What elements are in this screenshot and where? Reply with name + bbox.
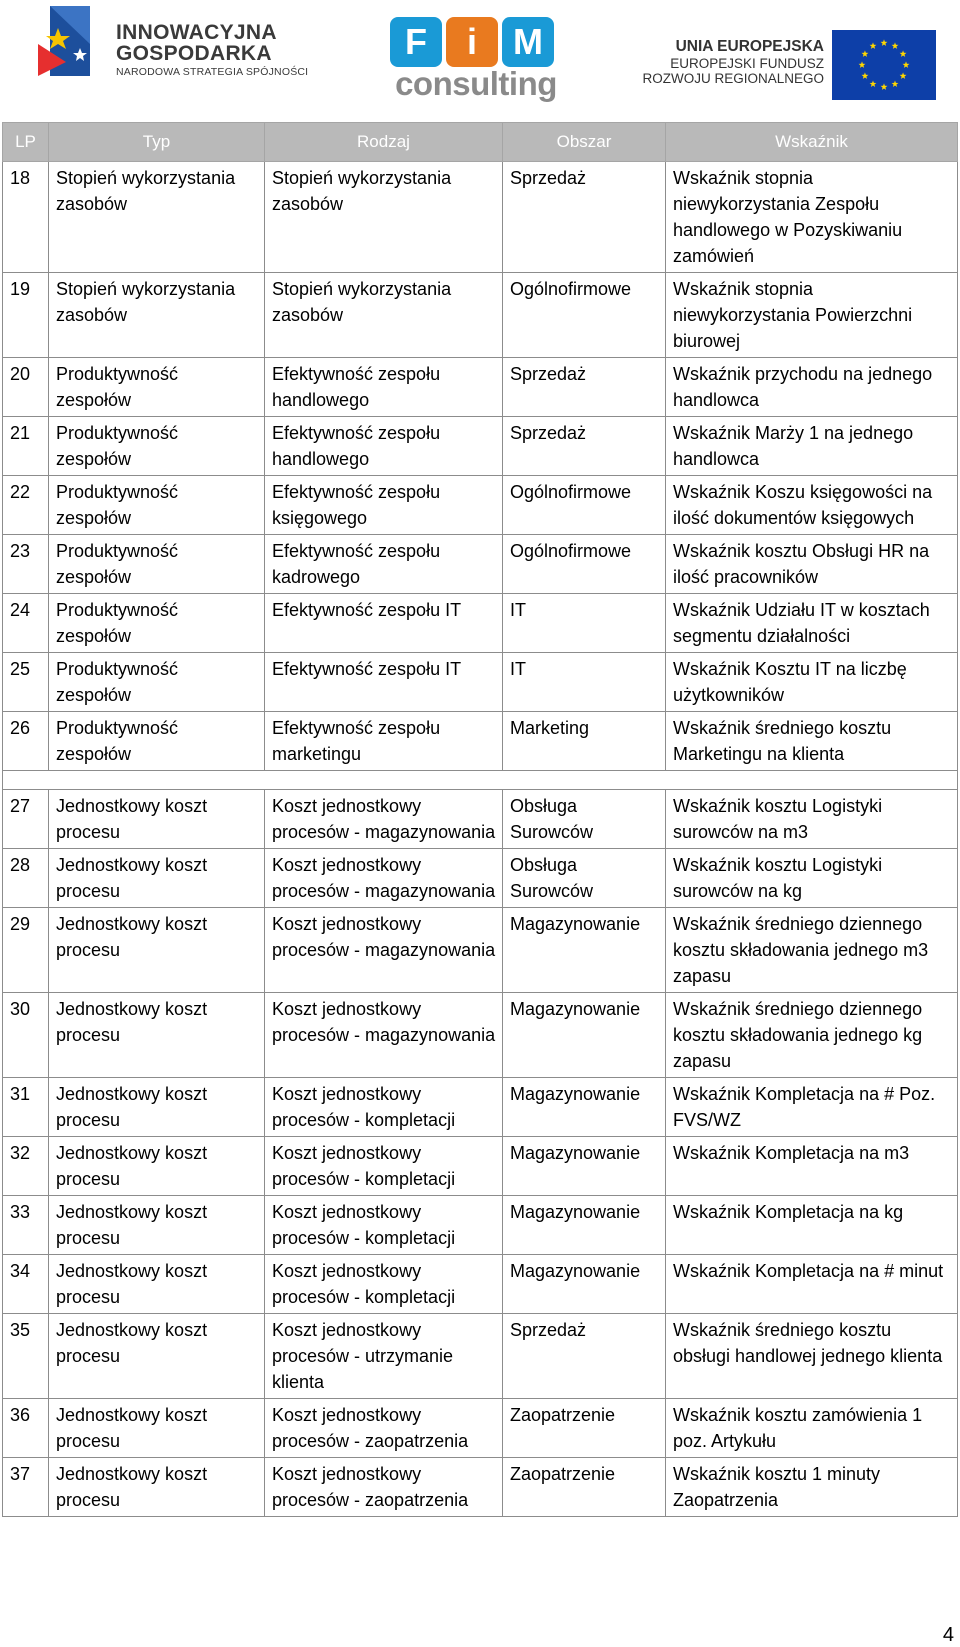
cell-rodzaj: Koszt jednostkowy procesów - utrzymanie klienta: [265, 1314, 503, 1399]
table-row: [3, 1196, 958, 1255]
cell-rodzaj: Efektywność zespołu księgowego: [265, 476, 503, 535]
cell-obszar: Ogólnofirmowe: [503, 535, 666, 594]
cell-obszar: Obsługa Surowców: [503, 790, 666, 849]
cell-lp: 21: [3, 417, 49, 476]
cell-lp: 37: [3, 1458, 49, 1517]
logo-left-line2: GOSPODARKA: [116, 42, 272, 65]
column-header-lp: LP: [3, 123, 49, 162]
cell-typ: Produktywność zespołów: [49, 712, 265, 771]
cell-typ: Jednostkowy koszt procesu: [49, 1078, 265, 1137]
table-row: [3, 535, 958, 594]
cell-typ: Produktywność zespołów: [49, 653, 265, 712]
cell-wskaznik: Wskaźnik kosztu Logistyki surowców na kg: [666, 849, 958, 908]
table-row: [3, 1458, 958, 1517]
table-row: [3, 162, 958, 273]
cell-lp: 19: [3, 273, 49, 358]
table-row: [3, 1078, 958, 1137]
cell-lp: 27: [3, 790, 49, 849]
table-gap-row: [3, 771, 958, 790]
table-row: [3, 908, 958, 993]
cell-rodzaj: Efektywność zespołu marketingu: [265, 712, 503, 771]
logo-right-line2: EUROPEJSKI FUNDUSZ: [670, 55, 824, 71]
cell-wskaznik: Wskaźnik kosztu zamówienia 1 poz. Artykułu: [666, 1399, 958, 1458]
cell-wskaznik: Wskaźnik średniego dziennego kosztu składowania jednego m3 zapasu: [666, 908, 958, 993]
cell-lp: 24: [3, 594, 49, 653]
table-row: [3, 358, 958, 417]
cell-typ: Produktywność zespołów: [49, 476, 265, 535]
cell-typ: Jednostkowy koszt procesu: [49, 1137, 265, 1196]
cell-lp: 18: [3, 162, 49, 273]
cell-lp: 29: [3, 908, 49, 993]
eu-star-icon: [892, 80, 899, 87]
table-row: [3, 993, 958, 1078]
cell-obszar: Zaopatrzenie: [503, 1399, 666, 1458]
cell-wskaznik: Wskaźnik Kompletacja na m3: [666, 1137, 958, 1196]
cell-lp: 26: [3, 712, 49, 771]
table-row: [3, 594, 958, 653]
cell-lp: 23: [3, 535, 49, 594]
cell-rodzaj: Koszt jednostkowy procesów - magazynowania: [265, 993, 503, 1078]
cell-obszar: IT: [503, 653, 666, 712]
eu-star-icon: [859, 61, 866, 68]
cell-lp: 31: [3, 1078, 49, 1137]
table-body-section-b: [3, 790, 958, 1517]
table-row: [3, 1399, 958, 1458]
cell-obszar: Zaopatrzenie: [503, 1458, 666, 1517]
cell-rodzaj: Stopień wykorzystania zasobów: [265, 162, 503, 273]
cell-typ: Produktywność zespołów: [49, 594, 265, 653]
cell-obszar: Ogólnofirmowe: [503, 273, 666, 358]
cell-lp: 35: [3, 1314, 49, 1399]
cell-rodzaj: Koszt jednostkowy procesów - kompletacji: [265, 1196, 503, 1255]
cell-typ: Jednostkowy koszt procesu: [49, 1314, 265, 1399]
eu-star-icon: [862, 50, 869, 57]
innowacyjna-gospodarka-logo: [36, 4, 336, 84]
cell-obszar: Magazynowanie: [503, 1078, 666, 1137]
eu-star-icon: [881, 39, 888, 46]
eu-star-icon: [870, 80, 877, 87]
cell-typ: Jednostkowy koszt procesu: [49, 908, 265, 993]
eu-star-icon: [862, 72, 869, 79]
cell-lp: 28: [3, 849, 49, 908]
cell-rodzaj: Efektywność zespołu IT: [265, 653, 503, 712]
eu-star-icon: [900, 50, 907, 57]
eu-star-icon: [892, 42, 899, 49]
fim-letter-m: M: [502, 17, 554, 67]
cell-obszar: Ogólnofirmowe: [503, 476, 666, 535]
cell-wskaznik: Wskaźnik kosztu Logistyki surowców na m3: [666, 790, 958, 849]
cell-wskaznik: Wskaźnik średniego kosztu Marketingu na klienta: [666, 712, 958, 771]
cell-typ: Jednostkowy koszt procesu: [49, 1255, 265, 1314]
cell-lp: 25: [3, 653, 49, 712]
table-row: [3, 273, 958, 358]
cell-wskaznik: Wskaźnik średniego dziennego kosztu składowania jednego kg zapasu: [666, 993, 958, 1078]
eu-stars-icon: [832, 30, 936, 100]
cell-wskaznik: Wskaźnik kosztu 1 minuty Zaopatrzenia: [666, 1458, 958, 1517]
unia-europejska-logo: [640, 30, 936, 102]
cell-typ: Stopień wykorzystania zasobów: [49, 162, 265, 273]
cell-wskaznik: Wskaźnik Koszu księgowości na ilość dokumentów księgowych: [666, 476, 958, 535]
cell-rodzaj: Koszt jednostkowy procesów - zaopatrzenia: [265, 1458, 503, 1517]
cell-wskaznik: Wskaźnik stopnia niewykorzystania Powierzchni biurowej: [666, 273, 958, 358]
cell-obszar: IT: [503, 594, 666, 653]
cell-obszar: Magazynowanie: [503, 1196, 666, 1255]
cell-lp: 30: [3, 993, 49, 1078]
table-header-row: [3, 123, 958, 162]
cell-rodzaj: Efektywność zespołu handlowego: [265, 358, 503, 417]
table-gap: [3, 771, 958, 790]
cell-obszar: Sprzedaż: [503, 1314, 666, 1399]
cell-wskaznik: Wskaźnik stopnia niewykorzystania Zespołu handlowego w Pozyskiwaniu zamówień: [666, 162, 958, 273]
table-body-section-a: [3, 162, 958, 771]
cell-rodzaj: Koszt jednostkowy procesów - magazynowania: [265, 790, 503, 849]
cell-rodzaj: Efektywność zespołu kadrowego: [265, 535, 503, 594]
cell-lp: 20: [3, 358, 49, 417]
cell-rodzaj: Koszt jednostkowy procesów - kompletacji: [265, 1255, 503, 1314]
cell-obszar: Magazynowanie: [503, 1255, 666, 1314]
cell-typ: Jednostkowy koszt procesu: [49, 993, 265, 1078]
cell-wskaznik: Wskaźnik przychodu na jednego handlowca: [666, 358, 958, 417]
cell-typ: Jednostkowy koszt procesu: [49, 1196, 265, 1255]
cell-lp: 22: [3, 476, 49, 535]
cell-wskaznik: Wskaźnik Marży 1 na jednego handlowca: [666, 417, 958, 476]
table-gap-cell: [3, 771, 958, 790]
cell-wskaznik: Wskaźnik średniego kosztu obsługi handlowej jednego klienta: [666, 1314, 958, 1399]
cell-rodzaj: Stopień wykorzystania zasobów: [265, 273, 503, 358]
logo-left-line3: NARODOWA STRATEGIA SPÓJNOŚCI: [116, 66, 309, 78]
fim-letter-f: F: [390, 17, 442, 67]
fim-consulting-logo: [390, 17, 562, 109]
eu-star-icon: [900, 72, 907, 79]
cell-lp: 33: [3, 1196, 49, 1255]
cell-typ: Jednostkowy koszt procesu: [49, 1399, 265, 1458]
cell-rodzaj: Koszt jednostkowy procesów - kompletacji: [265, 1137, 503, 1196]
column-header-rodzaj: Rodzaj: [265, 123, 503, 162]
page-number: 4: [942, 1624, 954, 1646]
cell-wskaznik: Wskaźnik Kompletacja na # minut: [666, 1255, 958, 1314]
cell-obszar: Magazynowanie: [503, 908, 666, 993]
cell-rodzaj: Koszt jednostkowy procesów - magazynowania: [265, 849, 503, 908]
cell-lp: 36: [3, 1399, 49, 1458]
fim-subtitle: consulting: [395, 65, 557, 102]
cell-wskaznik: Wskaźnik Kompletacja na kg: [666, 1196, 958, 1255]
cell-obszar: Obsługa Surowców: [503, 849, 666, 908]
cell-obszar: Marketing: [503, 712, 666, 771]
cell-typ: Jednostkowy koszt procesu: [49, 790, 265, 849]
cell-rodzaj: Koszt jednostkowy procesów - kompletacji: [265, 1078, 503, 1137]
eu-star-icon: [870, 42, 877, 49]
table-row: [3, 476, 958, 535]
eu-star-icon: [881, 83, 888, 90]
innowacyjna-gospodarka-emblem-icon: [36, 4, 100, 80]
cell-obszar: Sprzedaż: [503, 358, 666, 417]
cell-wskaznik: Wskaźnik Kosztu IT na liczbę użytkowników: [666, 653, 958, 712]
table-row: [3, 417, 958, 476]
cell-wskaznik: Wskaźnik kosztu Obsługi HR na ilość pracowników: [666, 535, 958, 594]
cell-wskaznik: Wskaźnik Kompletacja na # Poz. FVS/WZ: [666, 1078, 958, 1137]
cell-obszar: Magazynowanie: [503, 993, 666, 1078]
column-header-typ: Typ: [49, 123, 265, 162]
cell-typ: Produktywność zespołów: [49, 358, 265, 417]
cell-obszar: Magazynowanie: [503, 1137, 666, 1196]
cell-rodzaj: Koszt jednostkowy procesów - magazynowania: [265, 908, 503, 993]
eu-flag-icon: [832, 30, 936, 100]
cell-lp: 34: [3, 1255, 49, 1314]
table-row: [3, 1137, 958, 1196]
cell-typ: Jednostkowy koszt procesu: [49, 849, 265, 908]
logo-right-line1: UNIA EUROPEJSKA: [675, 38, 824, 55]
cell-rodzaj: Efektywność zespołu IT: [265, 594, 503, 653]
table-row: [3, 1255, 958, 1314]
cell-lp: 32: [3, 1137, 49, 1196]
table-row: [3, 849, 958, 908]
cell-obszar: Sprzedaż: [503, 162, 666, 273]
indicators-table: [2, 122, 958, 1517]
table-row: [3, 790, 958, 849]
logo-right-line3: ROZWOJU REGIONALNEGO: [642, 71, 824, 87]
cell-typ: Produktywność zespołów: [49, 535, 265, 594]
column-header-obszar: Obszar: [503, 123, 666, 162]
cell-typ: Produktywność zespołów: [49, 417, 265, 476]
cell-typ: Stopień wykorzystania zasobów: [49, 273, 265, 358]
cell-typ: Jednostkowy koszt procesu: [49, 1458, 265, 1517]
cell-wskaznik: Wskaźnik Udziału IT w kosztach segmentu działalności: [666, 594, 958, 653]
table-row: [3, 712, 958, 771]
logo-left-line1: INNOWACYJNA: [116, 21, 277, 44]
cell-rodzaj: Koszt jednostkowy procesów - zaopatrzenia: [265, 1399, 503, 1458]
column-header-wskaznik: Wskaźnik: [666, 123, 958, 162]
table-row: [3, 653, 958, 712]
cell-rodzaj: Efektywność zespołu handlowego: [265, 417, 503, 476]
eu-star-icon: [903, 61, 910, 68]
fim-letter-i: i: [446, 17, 498, 67]
cell-obszar: Sprzedaż: [503, 417, 666, 476]
table-row: [3, 1314, 958, 1399]
